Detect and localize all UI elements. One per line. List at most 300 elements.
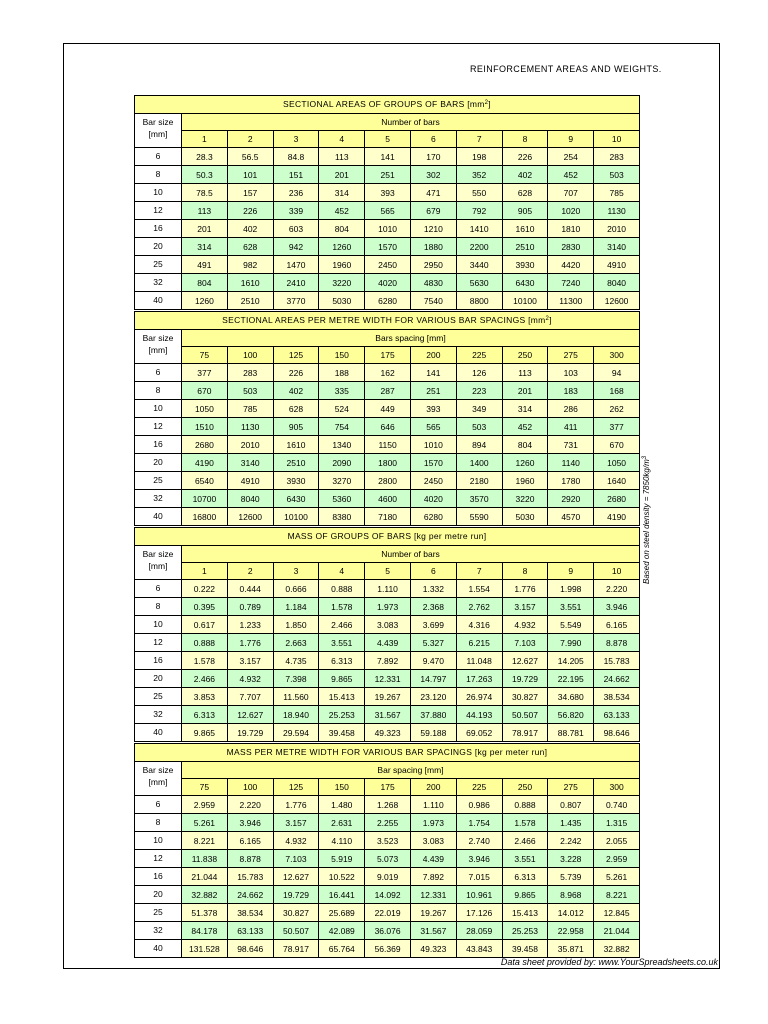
bar-size-cell: 20 bbox=[135, 886, 182, 904]
table-cell: 131.528 bbox=[182, 940, 228, 958]
table-row bbox=[135, 508, 640, 526]
table-cell: 1610 bbox=[502, 220, 548, 238]
table-cell: 42.089 bbox=[319, 922, 365, 940]
table-cell: 3.946 bbox=[227, 814, 273, 832]
table-cell: 35.871 bbox=[548, 940, 594, 958]
table-cell: 11300 bbox=[548, 292, 594, 310]
bar-size-cell: 25 bbox=[135, 472, 182, 490]
table-cell: 287 bbox=[365, 382, 411, 400]
bar-size-cell: 20 bbox=[135, 238, 182, 256]
table-cell: 1150 bbox=[365, 436, 411, 454]
table-title-text: MASS OF GROUPS OF BARS [kg per metre run] bbox=[287, 531, 487, 541]
table-cell: 1.776 bbox=[227, 634, 273, 652]
column-header: 10 bbox=[594, 563, 640, 580]
table-cell: 1.480 bbox=[319, 796, 365, 814]
bar-size-cell: 12 bbox=[135, 418, 182, 436]
table-cell: 7180 bbox=[365, 508, 411, 526]
bar-size-label: Bar size bbox=[142, 549, 174, 559]
table-cell: 1.754 bbox=[456, 814, 502, 832]
table-cell: 5.261 bbox=[182, 814, 228, 832]
table-cell: 0.888 bbox=[319, 580, 365, 598]
table-cell: 50.507 bbox=[273, 922, 319, 940]
column-header: 250 bbox=[502, 779, 548, 796]
table-cell: 26.974 bbox=[456, 688, 502, 706]
column-header: 8 bbox=[502, 563, 548, 580]
table-cell: 3220 bbox=[319, 274, 365, 292]
table-cell: 628 bbox=[227, 238, 273, 256]
bar-size-cell: 25 bbox=[135, 688, 182, 706]
table-cell: 59.188 bbox=[410, 724, 456, 742]
table-cell: 6.313 bbox=[502, 868, 548, 886]
bar-size-cell: 40 bbox=[135, 292, 182, 310]
table-cell: 1510 bbox=[182, 418, 228, 436]
table-cell: 254 bbox=[548, 148, 594, 166]
table-cell: 1960 bbox=[319, 256, 365, 274]
table-title-tail: ] bbox=[488, 99, 491, 109]
table-cell: 1570 bbox=[410, 454, 456, 472]
table-row bbox=[135, 652, 640, 670]
column-header: 125 bbox=[273, 347, 319, 364]
table-cell: 352 bbox=[456, 166, 502, 184]
column-header: 9 bbox=[548, 131, 594, 148]
column-header: 300 bbox=[594, 779, 640, 796]
density-note bbox=[642, 434, 651, 584]
table-cell: 7.990 bbox=[548, 634, 594, 652]
table-cell: 5590 bbox=[456, 508, 502, 526]
table-cell: 88.781 bbox=[548, 724, 594, 742]
table-cell: 804 bbox=[502, 436, 548, 454]
column-group-label: Number of bars bbox=[182, 114, 640, 131]
table-cell: 670 bbox=[182, 382, 228, 400]
table-row bbox=[135, 634, 640, 652]
table-title bbox=[135, 528, 640, 546]
bar-size-cell: 40 bbox=[135, 508, 182, 526]
table-cell: 25.689 bbox=[319, 904, 365, 922]
table-cell: 6540 bbox=[182, 472, 228, 490]
table-cell: 6280 bbox=[365, 292, 411, 310]
table-cell: 56.820 bbox=[548, 706, 594, 724]
table-cell: 9.865 bbox=[319, 670, 365, 688]
table-title bbox=[135, 312, 640, 330]
table-cell: 4.735 bbox=[273, 652, 319, 670]
column-header: 6 bbox=[410, 563, 456, 580]
table-row bbox=[135, 418, 640, 436]
bar-size-cell: 10 bbox=[135, 184, 182, 202]
table-cell: 201 bbox=[319, 166, 365, 184]
table-cell: 565 bbox=[410, 418, 456, 436]
table-cell: 4190 bbox=[594, 508, 640, 526]
table-cell: 226 bbox=[227, 202, 273, 220]
table-cell: 2510 bbox=[273, 454, 319, 472]
table-cell: 2.466 bbox=[182, 670, 228, 688]
table-row bbox=[135, 886, 640, 904]
table-cell: 8800 bbox=[456, 292, 502, 310]
column-header: 200 bbox=[410, 779, 456, 796]
table-cell: 2410 bbox=[273, 274, 319, 292]
table-cell: 0.789 bbox=[227, 598, 273, 616]
table-cell: 1640 bbox=[594, 472, 640, 490]
table-cell: 201 bbox=[182, 220, 228, 238]
column-header: 125 bbox=[273, 779, 319, 796]
table-cell: 84.8 bbox=[273, 148, 319, 166]
table-cell: 0.986 bbox=[456, 796, 502, 814]
bar-size-cell: 6 bbox=[135, 796, 182, 814]
table-cell: 16800 bbox=[182, 508, 228, 526]
table-cell: 1.332 bbox=[410, 580, 456, 598]
footer-credit: Data sheet provided by: www.YourSpreadsheets.co.uk bbox=[500, 957, 718, 967]
table-cell: 1810 bbox=[548, 220, 594, 238]
table-cell: 201 bbox=[502, 382, 548, 400]
bar-size-cell: 8 bbox=[135, 814, 182, 832]
table-3 bbox=[134, 527, 640, 742]
table-cell: 113 bbox=[182, 202, 228, 220]
table-cell: 3140 bbox=[227, 454, 273, 472]
table-cell: 22.958 bbox=[548, 922, 594, 940]
table-cell: 5.327 bbox=[410, 634, 456, 652]
table-cell: 23.120 bbox=[410, 688, 456, 706]
table-cell: 1130 bbox=[227, 418, 273, 436]
table-cell: 7.103 bbox=[502, 634, 548, 652]
table-cell: 1.110 bbox=[410, 796, 456, 814]
bar-size-cell: 10 bbox=[135, 400, 182, 418]
table-cell: 1610 bbox=[227, 274, 273, 292]
bar-size-cell: 16 bbox=[135, 868, 182, 886]
table-cell: 16.441 bbox=[319, 886, 365, 904]
table-cell: 3.523 bbox=[365, 832, 411, 850]
table-cell: 349 bbox=[456, 400, 502, 418]
table-cell: 141 bbox=[365, 148, 411, 166]
table-cell: 39.458 bbox=[319, 724, 365, 742]
table-cell: 21.044 bbox=[594, 922, 640, 940]
bar-size-cell: 8 bbox=[135, 166, 182, 184]
table-cell: 503 bbox=[227, 382, 273, 400]
table-cell: 38.534 bbox=[594, 688, 640, 706]
table-cell: 1.850 bbox=[273, 616, 319, 634]
table-cell: 38.534 bbox=[227, 904, 273, 922]
bar-size-cell: 6 bbox=[135, 580, 182, 598]
table-cell: 4.439 bbox=[365, 634, 411, 652]
table-cell: 1880 bbox=[410, 238, 456, 256]
bar-size-cell: 10 bbox=[135, 616, 182, 634]
bar-size-label: Bar size bbox=[142, 117, 174, 127]
table-cell: 31.567 bbox=[365, 706, 411, 724]
table-cell: 393 bbox=[410, 400, 456, 418]
table-cell: 4.110 bbox=[319, 832, 365, 850]
column-header: 8 bbox=[502, 131, 548, 148]
table-row bbox=[135, 940, 640, 958]
table-row bbox=[135, 490, 640, 508]
table-cell: 14.797 bbox=[410, 670, 456, 688]
table-4 bbox=[134, 743, 640, 958]
table-cell: 628 bbox=[502, 184, 548, 202]
table-cell: 8.221 bbox=[594, 886, 640, 904]
table-cell: 1260 bbox=[182, 292, 228, 310]
table-cell: 1260 bbox=[502, 454, 548, 472]
table-cell: 63.133 bbox=[594, 706, 640, 724]
table-cell: 49.323 bbox=[365, 724, 411, 742]
bar-size-cell: 32 bbox=[135, 490, 182, 508]
table-cell: 11.048 bbox=[456, 652, 502, 670]
column-header: 1 bbox=[182, 563, 228, 580]
table-title-tail: ] bbox=[549, 315, 552, 325]
table-cell: 2680 bbox=[182, 436, 228, 454]
table-cell: 4.932 bbox=[273, 832, 319, 850]
table-cell: 3770 bbox=[273, 292, 319, 310]
table-cell: 7.892 bbox=[365, 652, 411, 670]
table-cell: 905 bbox=[502, 202, 548, 220]
table-cell: 2800 bbox=[365, 472, 411, 490]
table-cell: 25.253 bbox=[502, 922, 548, 940]
table-cell: 10100 bbox=[273, 508, 319, 526]
table-cell: 223 bbox=[456, 382, 502, 400]
table-cell: 15.413 bbox=[319, 688, 365, 706]
column-header: 7 bbox=[456, 131, 502, 148]
table-cell: 7.015 bbox=[456, 868, 502, 886]
table-cell: 4830 bbox=[410, 274, 456, 292]
table-cell: 56.5 bbox=[227, 148, 273, 166]
bar-size-header bbox=[135, 330, 182, 364]
table-title-text: MASS PER METRE WIDTH FOR VARIOUS BAR SPACINGS [kg per meter run] bbox=[226, 747, 548, 757]
table-cell: 12600 bbox=[227, 508, 273, 526]
table-cell: 12.627 bbox=[502, 652, 548, 670]
table-cell: 4.932 bbox=[227, 670, 273, 688]
table-cell: 32.882 bbox=[182, 886, 228, 904]
table-cell: 151 bbox=[273, 166, 319, 184]
table-cell: 3140 bbox=[594, 238, 640, 256]
bar-size-cell: 8 bbox=[135, 598, 182, 616]
table-cell: 2.055 bbox=[594, 832, 640, 850]
bar-size-cell: 32 bbox=[135, 706, 182, 724]
bar-size-cell: 6 bbox=[135, 148, 182, 166]
table-cell: 1210 bbox=[410, 220, 456, 238]
table-cell: 3930 bbox=[502, 256, 548, 274]
table-cell: 6.215 bbox=[456, 634, 502, 652]
table-cell: 0.888 bbox=[182, 634, 228, 652]
column-header: 4 bbox=[319, 131, 365, 148]
table-cell: 1800 bbox=[365, 454, 411, 472]
bar-size-cell: 25 bbox=[135, 256, 182, 274]
bar-size-cell: 20 bbox=[135, 670, 182, 688]
table-cell: 25.253 bbox=[319, 706, 365, 724]
table-cell: 1400 bbox=[456, 454, 502, 472]
bar-size-header bbox=[135, 762, 182, 796]
table-cell: 1010 bbox=[365, 220, 411, 238]
table-cell: 19.267 bbox=[365, 688, 411, 706]
table-cell: 335 bbox=[319, 382, 365, 400]
table-cell: 7240 bbox=[548, 274, 594, 292]
table-cell: 50.3 bbox=[182, 166, 228, 184]
table-row bbox=[135, 184, 640, 202]
table-row bbox=[135, 166, 640, 184]
table-row bbox=[135, 400, 640, 418]
table-cell: 5.073 bbox=[365, 850, 411, 868]
table-cell: 10.961 bbox=[456, 886, 502, 904]
table-cell: 262 bbox=[594, 400, 640, 418]
table-cell: 5030 bbox=[502, 508, 548, 526]
table-cell: 12.331 bbox=[410, 886, 456, 904]
table-cell: 1960 bbox=[502, 472, 548, 490]
table-cell: 43.843 bbox=[456, 940, 502, 958]
bar-size-cell: 8 bbox=[135, 382, 182, 400]
table-cell: 18.940 bbox=[273, 706, 319, 724]
table-cell: 226 bbox=[502, 148, 548, 166]
table-cell: 17.263 bbox=[456, 670, 502, 688]
table-cell: 183 bbox=[548, 382, 594, 400]
column-header: 3 bbox=[273, 131, 319, 148]
table-cell: 198 bbox=[456, 148, 502, 166]
bar-size-cell: 12 bbox=[135, 202, 182, 220]
table-cell: 17.126 bbox=[456, 904, 502, 922]
table-cell: 792 bbox=[456, 202, 502, 220]
bar-size-cell: 12 bbox=[135, 634, 182, 652]
table-cell: 2950 bbox=[410, 256, 456, 274]
table-row bbox=[135, 616, 640, 634]
column-header: 275 bbox=[548, 347, 594, 364]
table-cell: 0.888 bbox=[502, 796, 548, 814]
table-cell: 6430 bbox=[502, 274, 548, 292]
table-cell: 2.466 bbox=[319, 616, 365, 634]
table-row bbox=[135, 202, 640, 220]
bar-size-cell: 40 bbox=[135, 940, 182, 958]
table-row bbox=[135, 436, 640, 454]
table-cell: 226 bbox=[273, 364, 319, 382]
bar-size-cell: 16 bbox=[135, 220, 182, 238]
table-cell: 6.313 bbox=[319, 652, 365, 670]
table-cell: 12600 bbox=[594, 292, 640, 310]
table-cell: 2090 bbox=[319, 454, 365, 472]
table-cell: 11.560 bbox=[273, 688, 319, 706]
table-cell: 0.617 bbox=[182, 616, 228, 634]
table-cell: 283 bbox=[227, 364, 273, 382]
table-cell: 2010 bbox=[227, 436, 273, 454]
table-cell: 449 bbox=[365, 400, 411, 418]
bar-size-unit: [mm] bbox=[148, 777, 168, 787]
column-header: 250 bbox=[502, 347, 548, 364]
table-cell: 141 bbox=[410, 364, 456, 382]
table-cell: 707 bbox=[548, 184, 594, 202]
column-header: 100 bbox=[227, 347, 273, 364]
table-cell: 3.157 bbox=[227, 652, 273, 670]
table-cell: 12.627 bbox=[273, 868, 319, 886]
table-cell: 236 bbox=[273, 184, 319, 202]
table-cell: 1.776 bbox=[273, 796, 319, 814]
table-cell: 731 bbox=[548, 436, 594, 454]
table-cell: 503 bbox=[594, 166, 640, 184]
table-cell: 44.193 bbox=[456, 706, 502, 724]
table-cell: 15.783 bbox=[227, 868, 273, 886]
table-cell: 37.880 bbox=[410, 706, 456, 724]
column-header: 5 bbox=[365, 563, 411, 580]
table-cell: 21.044 bbox=[182, 868, 228, 886]
table-cell: 7540 bbox=[410, 292, 456, 310]
column-header: 2 bbox=[227, 131, 273, 148]
table-title-text: SECTIONAL AREAS OF GROUPS OF BARS [mm bbox=[283, 99, 485, 109]
table-cell: 10100 bbox=[502, 292, 548, 310]
column-header: 2 bbox=[227, 563, 273, 580]
table-cell: 3.699 bbox=[410, 616, 456, 634]
table-cell: 1130 bbox=[594, 202, 640, 220]
table-cell: 393 bbox=[365, 184, 411, 202]
table-cell: 628 bbox=[273, 400, 319, 418]
table-cell: 49.323 bbox=[410, 940, 456, 958]
column-header: 9 bbox=[548, 563, 594, 580]
table-cell: 2680 bbox=[594, 490, 640, 508]
table-cell: 19.267 bbox=[410, 904, 456, 922]
table-cell: 126 bbox=[456, 364, 502, 382]
table-cell: 785 bbox=[594, 184, 640, 202]
table-cell: 785 bbox=[227, 400, 273, 418]
table-cell: 4190 bbox=[182, 454, 228, 472]
table-cell: 10.522 bbox=[319, 868, 365, 886]
table-row bbox=[135, 256, 640, 274]
table-cell: 3270 bbox=[319, 472, 365, 490]
table-cell: 6.165 bbox=[227, 832, 273, 850]
bar-size-label: Bar size bbox=[142, 333, 174, 343]
table-cell: 0.444 bbox=[227, 580, 273, 598]
table-cell: 98.646 bbox=[227, 940, 273, 958]
table-row bbox=[135, 598, 640, 616]
table-cell: 4020 bbox=[365, 274, 411, 292]
table-cell: 78.5 bbox=[182, 184, 228, 202]
table-cell: 4420 bbox=[548, 256, 594, 274]
table-2 bbox=[134, 311, 640, 526]
table-cell: 4910 bbox=[594, 256, 640, 274]
table-cell: 10700 bbox=[182, 490, 228, 508]
table-cell: 1470 bbox=[273, 256, 319, 274]
column-header: 10 bbox=[594, 131, 640, 148]
table-cell: 4.932 bbox=[502, 616, 548, 634]
table-cell: 31.567 bbox=[410, 922, 456, 940]
table-cell: 411 bbox=[548, 418, 594, 436]
bar-size-cell: 16 bbox=[135, 436, 182, 454]
table-cell: 2510 bbox=[227, 292, 273, 310]
table-cell: 69.052 bbox=[456, 724, 502, 742]
table-cell: 3.157 bbox=[502, 598, 548, 616]
table-cell: 19.729 bbox=[502, 670, 548, 688]
table-cell: 2.663 bbox=[273, 634, 319, 652]
table-cell: 51.378 bbox=[182, 904, 228, 922]
table-cell: 2.220 bbox=[227, 796, 273, 814]
table-cell: 679 bbox=[410, 202, 456, 220]
bar-size-cell: 32 bbox=[135, 274, 182, 292]
table-cell: 1050 bbox=[182, 400, 228, 418]
table-cell: 8.221 bbox=[182, 832, 228, 850]
table-cell: 5.261 bbox=[594, 868, 640, 886]
table-row bbox=[135, 364, 640, 382]
table-row bbox=[135, 850, 640, 868]
column-header: 6 bbox=[410, 131, 456, 148]
column-header: 275 bbox=[548, 779, 594, 796]
table-cell: 0.740 bbox=[594, 796, 640, 814]
bar-size-cell: 10 bbox=[135, 832, 182, 850]
table-cell: 1410 bbox=[456, 220, 502, 238]
column-group-label: Bar spacing [mm] bbox=[182, 762, 640, 779]
table-cell: 12.627 bbox=[227, 706, 273, 724]
table-row bbox=[135, 706, 640, 724]
table-cell: 251 bbox=[410, 382, 456, 400]
table-cell: 1020 bbox=[548, 202, 594, 220]
table-title-superscript: 2 bbox=[484, 100, 489, 106]
table-cell: 3930 bbox=[273, 472, 319, 490]
table-cell: 524 bbox=[319, 400, 365, 418]
table-cell: 2920 bbox=[548, 490, 594, 508]
bar-size-cell: 12 bbox=[135, 850, 182, 868]
table-cell: 1.233 bbox=[227, 616, 273, 634]
density-note-text: Based on steel density = 7850kg/m bbox=[642, 459, 651, 584]
table-cell: 646 bbox=[365, 418, 411, 436]
table-cell: 84.178 bbox=[182, 922, 228, 940]
table-cell: 56.369 bbox=[365, 940, 411, 958]
